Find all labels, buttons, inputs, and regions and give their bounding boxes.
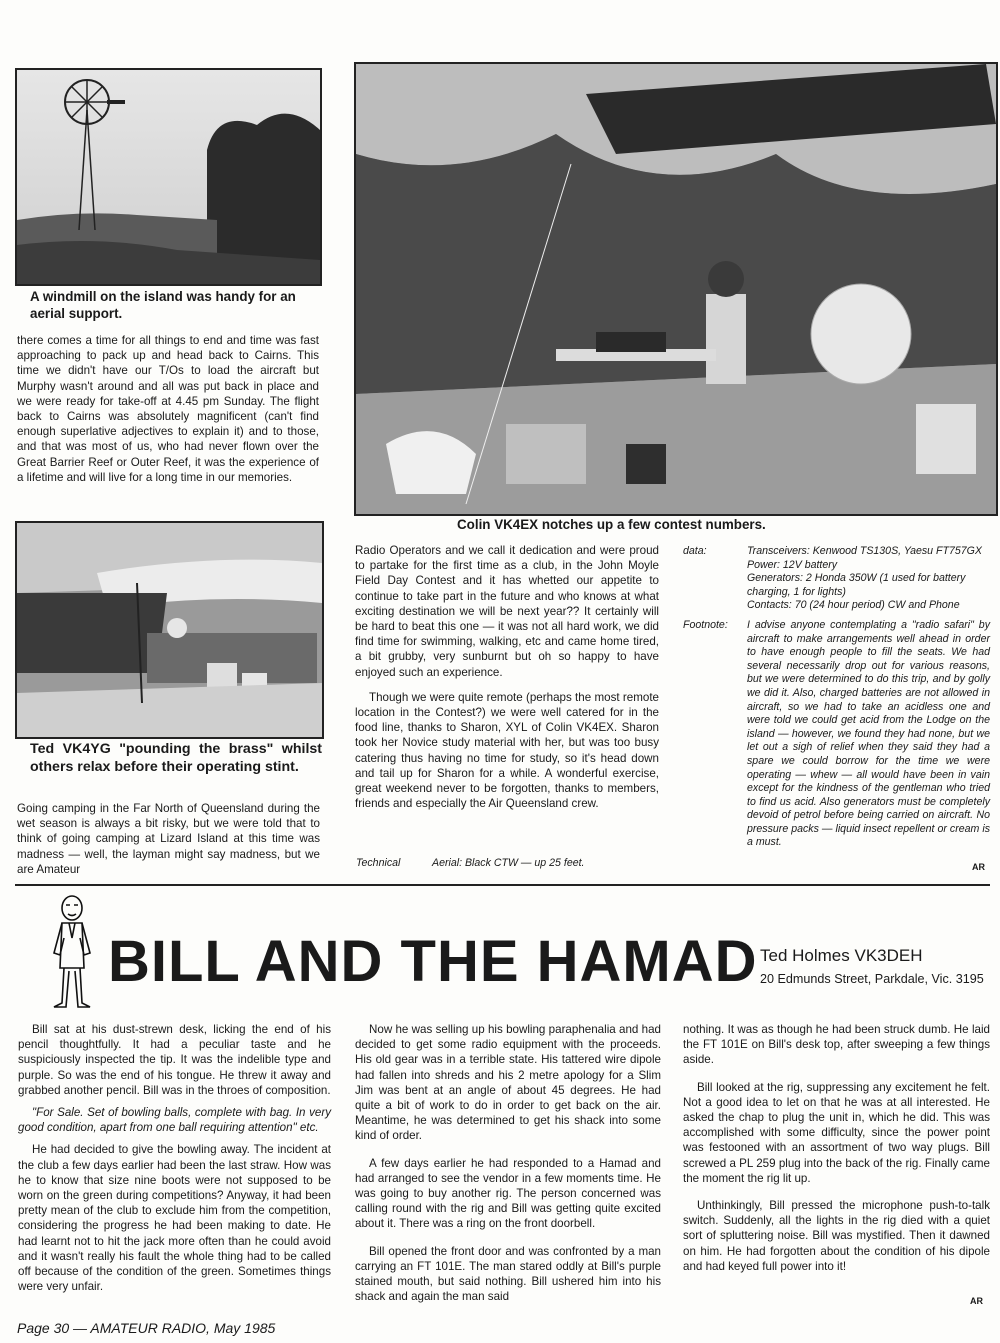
article-col1-paragraph: He had decided to give the bowling away. The incident at the club a few days earlier had been the last straw. How was he to know that size nine boots were not supposed to be worn on the green during competitions? Anyway, it had been pretty mean of the club to exclude him from the competition, considering the progress he had been making to date. He had learnt not to hit the jack more often than he could avoid and it wasn't really his fault the whole thing had to be called off because of the condition of the green. Sometimes things were very unfair. xyxy=(18,1143,331,1294)
article-col3 xyxy=(683,1022,990,1281)
article-col1-paragraph: Bill sat at his dust-strewn desk, licking the end of his pencil thoughtfully. It had a peculiar taste and he suspiciously inspected the tip. It was the indelible type and purple. So was the end of his tongue. He threw it away and grabbed another pencil. Bill was in the throes of composition. xyxy=(18,1023,331,1097)
article-col2-paragraph: Bill opened the front door and was confronted by a man carrying an FT 101E. The man stared oddly at Bill's purple stained mouth, but said nothing. Bill ushered him into his shack and again the man said xyxy=(355,1244,661,1304)
top-col2-paragraph-1: Radio Operators and we call it dedication and were proud to partake for the first time as a club, in the John Moyle Field Day Contest and it has whetted our appetite to continue to take part in the future and who knows at what exciting destination we will be next year?? It certainly will be hard to beat this one — it was not all hard work, we did find time for swimming, walking, etc and came home tired, a bit grubby, very sunburnt but oh so happy to have enjoyed such an experience. xyxy=(355,544,659,679)
article-address: 20 Edmunds Street, Parkdale, Vic. 3195 xyxy=(760,972,984,986)
top-col1-paragraph: there comes a time for all things to end and time was fast approaching to pack up and head back to Cairns. This time we didn't have our T/Os to load the aircraft but Murphy wasn't around and all was put back in place and we were ready for take-off at 4.45 pm Sunday. The flight back to Cairns was absolutely magnificent (can't find enough superlative adjectives to explain it) and to those, and that was most of us, who had never flown over the Great Barrier Reef or Outer Reef, it was the experience of a lifetime and will live for a long time in our memories. xyxy=(17,334,319,484)
article-col2-paragraph: Now he was selling up his bowling paraphenalia and had decided to get some radio equipment with the proceeds. His old gear was in a terrible state. His tattered wire dipole had fallen into shreds and his 2 metre apology for a Slim Jim was bent at an angle of about 45 degrees. He had quite a bit of work to do in order to get back on the air. Meantime, he was determined to get his shack into some kind of order. xyxy=(355,1023,661,1143)
data-row xyxy=(683,545,990,613)
top-col2-column xyxy=(355,543,659,818)
article-col2 xyxy=(355,1022,661,1311)
technical-row xyxy=(356,857,656,871)
colin-caption: Colin VK4EX notches up a few contest numbers. xyxy=(457,517,766,532)
article-author: Ted Holmes VK3DEH xyxy=(760,946,923,965)
top-col1-paragraph-2: Going camping in the Far North of Queensland during the wet season is always a bit risky, but we were told that to think of going camping at Lizard Island at this time was madness — well, the layman might say madness, but we are Amateur xyxy=(17,802,320,876)
footnote-text: I advise anyone contemplating a "radio safari" by aircraft to make arrangements well ahead in order to have enough people to fill the seats. We had several necessarily drop out for various reasons, but we were determined to do this trip, and by golly we did it. Also, charged batteries are not allowed in aircraft, so we had to take an acidless one and were told we could get acid from the Lodge on the island — however, we found they had none, but we let out a sigh of relief when they said they had a spare we could borrow for the time we were operating — whew — all would have been in vain except for the kindness of the gentleman who tried to find us acid. Also generators must be completely devoid of petrol before being carried on aircraft. No pressure packs — liquid insect repellent or cream is a must. xyxy=(747,618,990,849)
technical-label: Technical xyxy=(356,857,401,869)
colin-image xyxy=(356,64,996,514)
bill-cartoon-icon xyxy=(42,893,102,1015)
data-line: Power: 12V battery xyxy=(747,558,838,571)
windmill-photo xyxy=(15,68,322,286)
data-line: Generators: 2 Honda 350W (1 used for battery charging, 1 for lights) xyxy=(747,572,966,598)
data-label: data: xyxy=(683,545,707,557)
article-col3-paragraph: Unthinkingly, Bill pressed the microphone push-to-talk switch. Suddenly, all the lights in the rig died with a quiet sort of spluttering noise. Bill was mystified. Then it dawned on him. He had forgotten about the condition of his dipole and had keyed full power into it! xyxy=(683,1199,990,1273)
ted-caption: Ted VK4YG "pounding the brass" whilst others relax before their operating stint. xyxy=(30,741,322,775)
top-col2-paragraph-2: Though we were quite remote (perhaps the most remote location in the Contest?) we were well catered for in the food line, thanks to Sharon, XYL of Colin VK4EX. Sharon took her Novice study material with her, but was too busy catering thus having no time for study, so it's head down and tail up for Sharon for a while. A wonderful exercise, great weekend never to be forgotten, thanks to members, friends and especially the Air Queensland crew. xyxy=(355,690,659,811)
colin-photo xyxy=(354,62,998,516)
data-values xyxy=(747,545,990,613)
windmill-image xyxy=(17,70,320,284)
windmill-caption: A windmill on the island was handy for an aerial support. xyxy=(30,289,296,321)
section-divider xyxy=(15,884,990,886)
technical-value: Aerial: Black CTW — up 25 feet. xyxy=(432,857,585,869)
footnote-label: Footnote: xyxy=(683,618,728,631)
article-col1 xyxy=(18,1022,331,1301)
cartoon-figure xyxy=(42,893,102,1015)
data-block xyxy=(683,545,990,854)
data-line: Contacts: 70 (24 hour period) CW and Phone xyxy=(747,599,960,612)
top-end-mark: AR xyxy=(972,862,985,872)
article-col3-paragraph: nothing. It was as though he had been struck dumb. He laid the FT 101E on Bill's desk top, after sweeping a few things aside. xyxy=(683,1023,990,1067)
footnote-row xyxy=(683,619,990,850)
article-col3-paragraph: Bill looked at the rig, suppressing any excitement he felt. Not a good idea to let on that he was at all interested. He asked the chap to plug the unit in, which he did. This was accomplished with some difficulty, since the power point was festooned with an assortment of two way plugs. Bill screwed a PL 259 plug into the back of the rig. Finally came the moment the rig lit up. xyxy=(683,1080,990,1185)
article-end-mark: AR xyxy=(970,1296,983,1306)
article-col2-paragraph: A few days earlier he had responded to a Hamad and had arranged to see the vendor in a few moments time. He was going to buy another rig. The person concerned was calling round with the rig and Bill was getting quite excited about it. There was a ring on the front doorbell. xyxy=(355,1156,661,1231)
ted-photo xyxy=(15,521,324,739)
article-col1-paragraph: "For Sale. Set of bowling balls, complete with bag. In very good condition, apart from one ball requiring attention" etc. xyxy=(18,1106,331,1135)
ted-image xyxy=(17,523,322,737)
data-line: Transceivers: Kenwood TS130S, Yaesu FT757GX xyxy=(747,545,982,557)
page-footer: Page 30 — AMATEUR RADIO, May 1985 xyxy=(17,1320,276,1336)
article-title: BILL AND THE HAMAD xyxy=(108,929,758,994)
